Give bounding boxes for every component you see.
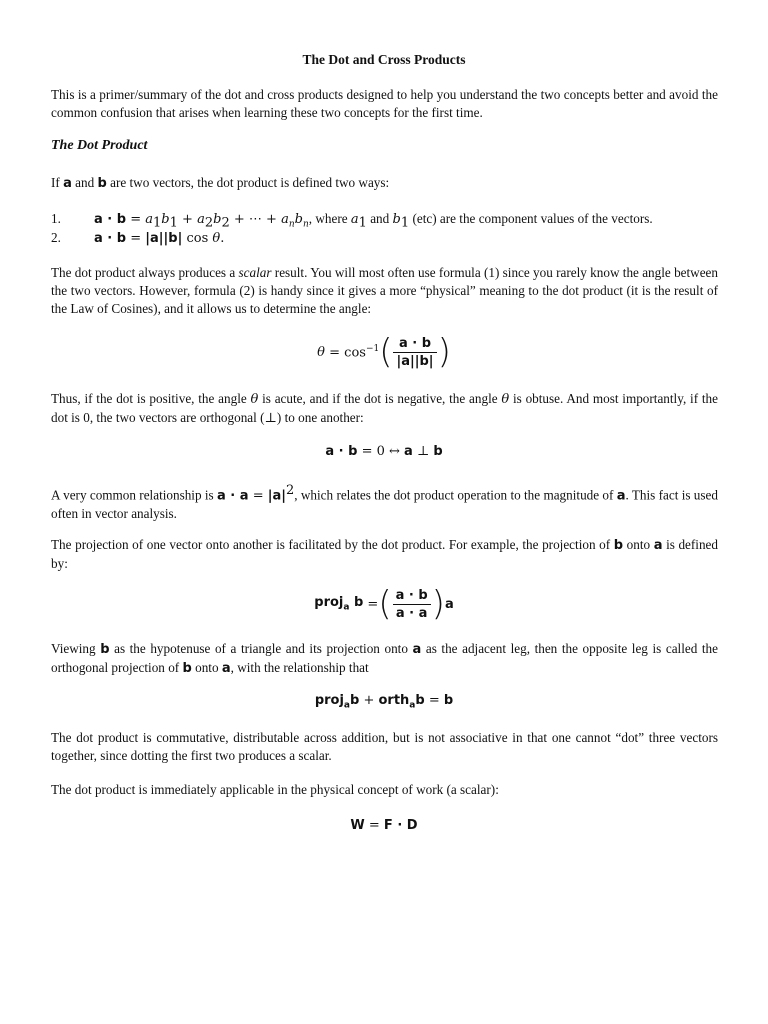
thus-paragraph: Thus, if the dot is positive, the angle θ is acute, and if the dot is negative, the angle θ is obtuse. And most importantly, if the dot is 0, the two vectors are orthogonal (⊥) to one another: [51,391,718,425]
definition-intro: If a and b are two vectors, the dot product is defined two ways: [51,175,390,191]
commutative-paragraph: The dot product is commutative, distributable across addition, but is not associative in that one cannot “dot” three vectors together, since dotting the first two produces a scalar. [51,730,718,763]
formula-1: 1. $a \cdot b = a_1b_1 + a_2b_2$ + ⋯ + $a_nb_n$, where $a_1$ and $b_1$ (etc) are the component values of the vectors. [51,211,653,231]
common-relationship-paragraph: A very common relationship is $a \cdot a = |a|^2$, which relates the dot product operation to the magnitude of a. This fact is used often in vector analysis. [51,483,718,522]
page-title: The Dot and Cross Products [302,52,466,67]
work-equation: W = F · D [350,818,418,833]
projection-equation: proj$_a$ b = ( $\frac{a \cdot b}{a \cdot a}$ ) a [314,584,454,624]
orthogonal-equation: a · b = 0 ↔ a ⊥ b [325,444,443,459]
intro-paragraph: This is a primer/summary of the dot and cross products designed to help you understand the two concepts better and avoid the common confusion that arises when learning these two concepts for the first time. [51,87,718,120]
projection-paragraph: The projection of one vector onto another is facilitated by the dot product. For example, the projection of b onto a is defined by: [51,537,718,571]
section-heading-dot-product: The Dot Product [51,138,148,153]
scalar-paragraph: The dot product always produces a scalar result. You will most often use formula (1) since you rarely know the angle between the two vectors. However, formula (2) is handy since it gives a more “physical” meaning to the dot product (it is the result of the Law of Cosines), and it allows us to determine the angle: [51,265,718,316]
formula-2: 2. a · b = |a||b| cos θ. [51,230,225,246]
orthogonal-projection-paragraph: Viewing b as the hypotenuse of a triangle and its projection onto a as the adjacent leg, then the opposite leg is called the orthogonal projection of b onto a, with the relationship that [51,641,719,676]
angle-equation: θ = $\cos^{-1}$ ( $\frac{a \cdot b}{|a||b|}$ ) [317,332,451,372]
work-paragraph: The dot product is immediately applicable in the physical concept of work (a scalar): [51,782,499,797]
proj-orth-equation: proj$_a$b + orth$_a$b = b [314,693,454,711]
